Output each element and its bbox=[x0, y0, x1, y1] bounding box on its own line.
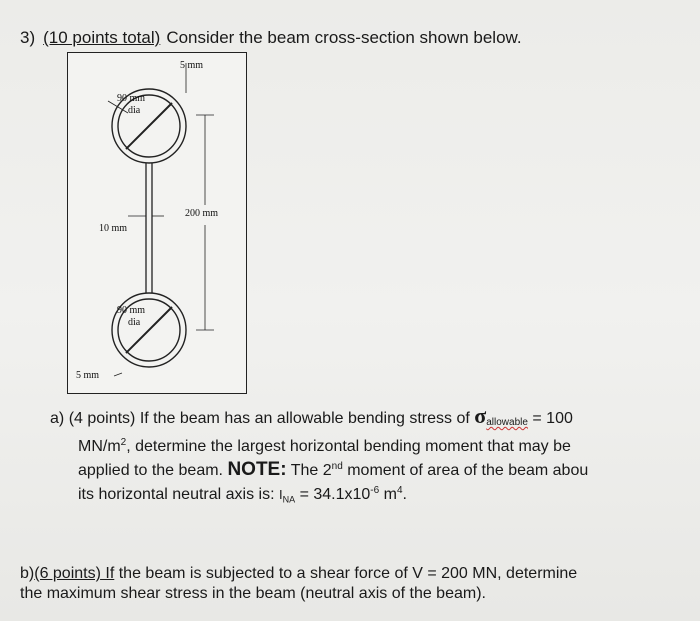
sigma-symbol: σ bbox=[474, 403, 487, 428]
dim-bottom-circle-label-1: 90 mm bbox=[117, 305, 146, 316]
part-b bbox=[20, 564, 700, 604]
part-a-line-1 bbox=[50, 403, 700, 433]
part-a-text-3a: applied to the beam. bbox=[78, 462, 223, 479]
part-a-text-4a: its horizontal neutral axis is: bbox=[78, 486, 279, 503]
i-na-subscript: NA bbox=[282, 494, 296, 505]
part-a-text-2b: , determine the largest horizontal bending moment that may be bbox=[126, 438, 571, 455]
dim-bottom-circle-label-2: dia bbox=[128, 317, 141, 328]
part-a-sup-2: 2 bbox=[120, 437, 127, 448]
part-a-line-4 bbox=[50, 481, 700, 510]
part-a-sup-4b: 4 bbox=[396, 485, 403, 496]
beam-cross-section-drawing bbox=[68, 53, 246, 393]
dim-height: 200 mm bbox=[185, 208, 219, 219]
question-number: 3) bbox=[20, 28, 36, 47]
note-label: NOTE: bbox=[227, 459, 287, 480]
dim-bottom-thickness: 5 mm bbox=[76, 370, 100, 381]
part-a-text-3c: moment of area of the beam abou bbox=[342, 462, 589, 479]
question-text: Consider the beam cross-section shown below. bbox=[166, 28, 522, 47]
part-a-sup-3: nd bbox=[331, 461, 343, 472]
sigma-subscript: allowable bbox=[486, 417, 528, 428]
part-a bbox=[50, 403, 700, 510]
bottom-thickness-leader bbox=[114, 373, 122, 376]
part-a-text-4d: . bbox=[402, 486, 407, 503]
dim-top-circle-label-1: 90 mm bbox=[117, 93, 146, 104]
dim-web-thickness: 10 mm bbox=[99, 223, 128, 234]
part-a-sup-4: -6 bbox=[370, 485, 380, 496]
i-na-symbol bbox=[278, 487, 296, 505]
part-a-text-4c: m bbox=[379, 486, 397, 503]
part-a-text-4b: = 34.1x10 bbox=[295, 486, 371, 503]
part-a-line-2 bbox=[50, 433, 700, 457]
part-b-line-1 bbox=[20, 564, 700, 584]
part-a-line-3 bbox=[50, 457, 700, 481]
dim-top-thickness: 5 mm bbox=[180, 60, 204, 71]
i-na-letter: I bbox=[278, 487, 283, 502]
part-b-points: (6 points) bbox=[34, 565, 101, 582]
dim-top-circle-label-2: dia bbox=[128, 105, 141, 116]
question-points: (10 points total) bbox=[43, 28, 161, 47]
part-b-line-2: the maximum shear stress in the beam (neutral axis of the beam). bbox=[20, 585, 486, 602]
part-a-text-1: (4 points) If the beam has an allowable bending stress of bbox=[68, 410, 470, 427]
part-b-text-1a: If bbox=[100, 565, 115, 582]
part-a-label: a) bbox=[50, 410, 65, 427]
beam-cross-section-figure bbox=[67, 52, 247, 394]
question-header bbox=[20, 28, 522, 48]
part-b-text-1b: the beam is subjected to a shear force of V = 200 MN, determine bbox=[114, 565, 578, 582]
part-a-text-3b: The 2 bbox=[286, 462, 332, 479]
part-a-text-1b: = 100 bbox=[527, 410, 573, 427]
part-a-text-2a: MN/m bbox=[78, 438, 121, 455]
part-b-label: b) bbox=[20, 565, 35, 582]
